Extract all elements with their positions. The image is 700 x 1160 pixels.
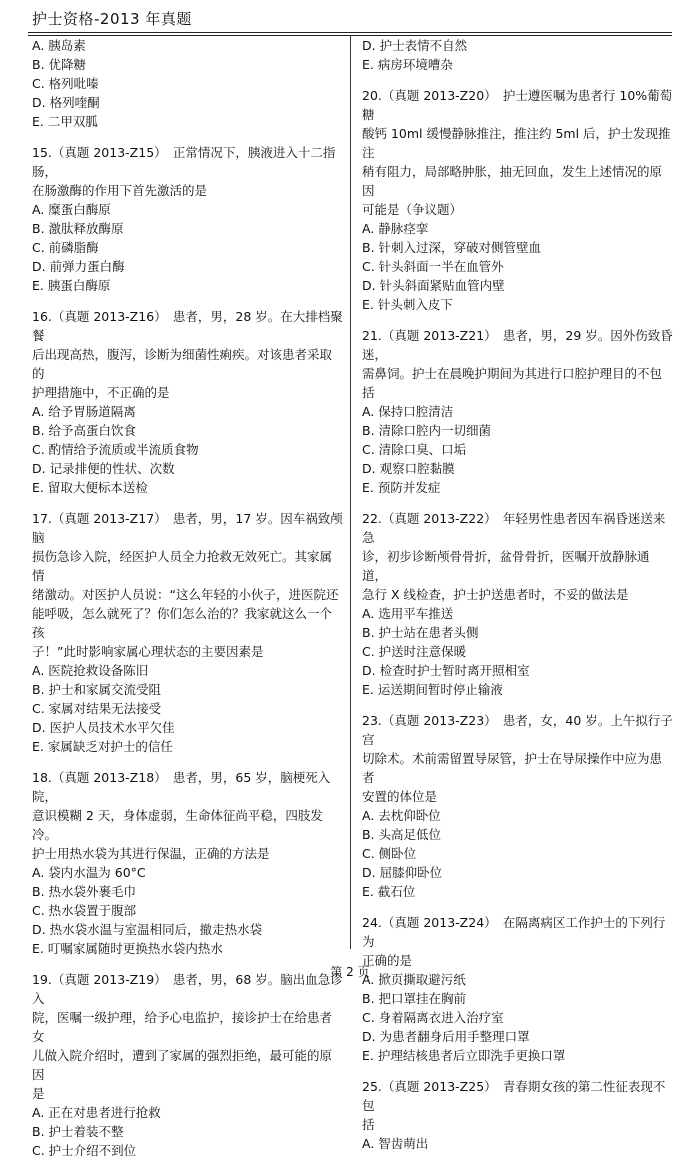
question [362, 326, 674, 497]
stem-line: 21.（真题 2013-Z21） 患者，男，29 岁。因外伤致昏迷， [362, 328, 673, 362]
page-number: 第 2 页 [330, 965, 370, 979]
stem-line: 18.（真题 2013-Z18） 患者，男，65 岁，脑梗死入院， [32, 770, 331, 804]
stem-line: 正确的是 [362, 953, 413, 968]
stem-line: 25.（真题 2013-Z25） 青春期女孩的第二性征表现不包 [362, 1079, 666, 1113]
question [32, 143, 344, 295]
option: E. 截石位 [362, 884, 416, 899]
stem-line: 安置的体位是 [362, 789, 438, 804]
option: D. 屈膝仰卧位 [362, 865, 443, 880]
option: B. 针刺入过深，穿破对侧管壁血 [362, 240, 542, 255]
stem-line: 在肠激酶的作用下首先激活的是 [32, 183, 208, 198]
option: B. 优降糖 [32, 57, 87, 72]
option: D. 前弹力蛋白酶 [32, 259, 125, 274]
option: A. 掀页撕取避污纸 [362, 972, 466, 987]
question [362, 509, 674, 699]
option: A. 保持口腔清洁 [362, 404, 454, 419]
left-column [32, 36, 344, 1160]
option: E. 叮嘱家属随时更换热水袋内热水 [32, 941, 223, 956]
question-stem [32, 143, 344, 200]
stem-line: 22.（真题 2013-Z22） 年轻男性患者因车祸昏迷送来急 [362, 511, 666, 545]
stem-line: 16.（真题 2013-Z16） 患者，男，28 岁。在大排档聚餐 [32, 309, 343, 343]
stem-line: 24.（真题 2013-Z24） 在隔离病区工作护士的下列行为 [362, 915, 666, 949]
option: A. 去枕仰卧位 [362, 808, 441, 823]
stem-line: 意识模糊 2 天，身体虚弱，生命体征尚平稳，四肢发冷。 [32, 808, 323, 842]
question-stem [32, 970, 344, 1103]
option: C. 清除口臭、口垢 [362, 442, 467, 457]
stem-line: 23.（真题 2013-Z23） 患者，女，40 岁。上午拟行子宫 [362, 713, 673, 747]
stem-line: 19.（真题 2013-Z19） 患者，男，68 岁。脑出血急诊入 [32, 972, 343, 1006]
option: D. 护士表情不自然 [362, 38, 468, 53]
continued-options [32, 36, 344, 131]
stem-line: 稍有阻力，局部略肿胀，抽无回血，发生上述情况的原因 [362, 164, 663, 198]
question-stem [32, 307, 344, 402]
stem-line: 17.（真题 2013-Z17） 患者，男，17 岁。因车祸致颅脑 [32, 511, 343, 545]
stem-line: 能呼吸，怎么就死了？你们怎么治的？我家就这么一个孩 [32, 606, 333, 640]
option: A. 胰岛素 [32, 38, 86, 53]
option: C. 护士介绍不到位 [32, 1143, 137, 1158]
question-stem [362, 1077, 674, 1134]
option: D. 为患者翻身后用手整理口罩 [362, 1029, 530, 1044]
option: E. 预防并发症 [362, 480, 441, 495]
stem-line: 诊，初步诊断颅骨骨折，盆骨骨折，医嘱开放静脉通道， [362, 549, 650, 583]
option: E. 针头刺入皮下 [362, 297, 453, 312]
option: B. 热水袋外裹毛巾 [32, 884, 137, 899]
option: B. 护士着装不整 [32, 1124, 124, 1139]
stem-line: 护士用热水袋为其进行保温，正确的方法是 [32, 846, 270, 861]
stem-line: 需鼻饲。护士在晨晚护期间为其进行口腔护理目的不包括 [362, 366, 663, 400]
stem-line: 院，医嘱一级护理，给予心电监护，接诊护士在给患者女 [32, 1010, 333, 1044]
option: E. 留取大便标本送检 [32, 480, 148, 495]
option: E. 病房环境嘈杂 [362, 57, 453, 72]
stem-line: 子！”此时影响家属心理状态的主要因素是 [32, 644, 264, 659]
option: C. 侧卧位 [362, 846, 417, 861]
option: A. 智齿萌出 [362, 1136, 429, 1151]
stem-line: 损伤急诊入院，经医护人员全力抢救无效死亡。其家属情 [32, 549, 333, 583]
continued-options [362, 36, 674, 74]
option: C. 身着隔离衣进入治疗室 [362, 1010, 504, 1025]
stem-line: 儿做入院介绍时，遭到了家属的强烈拒绝，最可能的原因 [32, 1048, 333, 1082]
option: A. 医院抢救设备陈旧 [32, 663, 149, 678]
stem-line: 绪激动。对医护人员说：“这么年轻的小伙子，进医院还 [32, 587, 339, 602]
option: C. 前磷脂酶 [32, 240, 99, 255]
stem-line: 后出现高热，腹泻，诊断为细菌性痢疾。对该患者采取的 [32, 347, 333, 381]
option: A. 袋内水温为 60°C [32, 865, 146, 880]
option: E. 运送期间暂时停止输液 [362, 682, 503, 697]
option: A. 糜蛋白酶原 [32, 202, 111, 217]
option: B. 护士和家属交流受阻 [32, 682, 162, 697]
header-title: 护士资格-2013 年真题 [32, 10, 192, 28]
option: A. 正在对患者进行抢救 [32, 1105, 161, 1120]
question [362, 913, 674, 1065]
stem-line: 15.（真题 2013-Z15） 正常情况下，胰液进入十二指肠， [32, 145, 336, 179]
option: A. 静脉痉挛 [362, 221, 429, 236]
option: B. 护士站在患者头侧 [362, 625, 479, 640]
option: C. 热水袋置于腹部 [32, 903, 137, 918]
option: A. 选用平车推送 [362, 606, 454, 621]
stem-line: 护理措施中，不正确的是 [32, 385, 170, 400]
stem-line: 是 [32, 1086, 45, 1101]
option: E. 胰蛋白酶原 [32, 278, 111, 293]
option: C. 格列吡嗪 [32, 76, 99, 91]
question [32, 768, 344, 958]
stem-line: 酸钙 10ml 缓慢静脉推注，推注约 5ml 后，护士发现推注 [362, 126, 671, 160]
option: D. 检查时护士暂时离开照相室 [362, 663, 530, 678]
option: B. 激肽释放酶原 [32, 221, 124, 236]
option: C. 家属对结果无法接受 [32, 701, 162, 716]
question-stem [362, 913, 674, 970]
option: D. 医护人员技术水平欠佳 [32, 720, 175, 735]
right-column [362, 36, 674, 1153]
option: C. 针头斜面一半在血管外 [362, 259, 504, 274]
question [32, 307, 344, 497]
question-stem [32, 509, 344, 661]
option: A. 给予胃肠道隔离 [32, 404, 136, 419]
option: D. 针头斜面紧贴血管内壁 [362, 278, 505, 293]
option: B. 清除口腔内一切细菌 [362, 423, 492, 438]
option: B. 头高足低位 [362, 827, 442, 842]
header-rule [28, 32, 672, 33]
stem-line: 20.（真题 2013-Z20） 护士遵医嘱为患者行 10%葡萄糖 [362, 88, 673, 122]
option: E. 护理结核患者后立即洗手更换口罩 [362, 1048, 566, 1063]
option: C. 护送时注意保暖 [362, 644, 467, 659]
option: B. 把口罩挂在胸前 [362, 991, 467, 1006]
question [32, 970, 344, 1160]
question [32, 509, 344, 756]
option: D. 记录排便的性状、次数 [32, 461, 175, 476]
question [362, 86, 674, 314]
option: C. 酌情给予流质或半流质食物 [32, 442, 199, 457]
stem-line: 可能是（争议题） [362, 202, 463, 217]
option: D. 格列喹酮 [32, 95, 100, 110]
option: E. 家属缺乏对护士的信任 [32, 739, 173, 754]
question-stem [32, 768, 344, 863]
stem-line: 急行 X 线检查，护士护送患者时，不妥的做法是 [362, 587, 629, 602]
option: E. 二甲双胍 [32, 114, 98, 129]
option: D. 热水袋水温与室温相同后，撤走热水袋 [32, 922, 263, 937]
question-stem [362, 509, 674, 604]
question-stem [362, 711, 674, 806]
question [362, 1077, 674, 1153]
stem-line: 切除术。术前需留置导尿管，护士在导尿操作中应为患者 [362, 751, 663, 785]
stem-line: 括 [362, 1117, 375, 1132]
page-header [28, 6, 672, 30]
column-divider [350, 36, 351, 949]
question-stem [362, 86, 674, 219]
question-stem [362, 326, 674, 402]
option: B. 给予高蛋白饮食 [32, 423, 137, 438]
option: D. 观察口腔黏膜 [362, 461, 455, 476]
question [362, 711, 674, 901]
